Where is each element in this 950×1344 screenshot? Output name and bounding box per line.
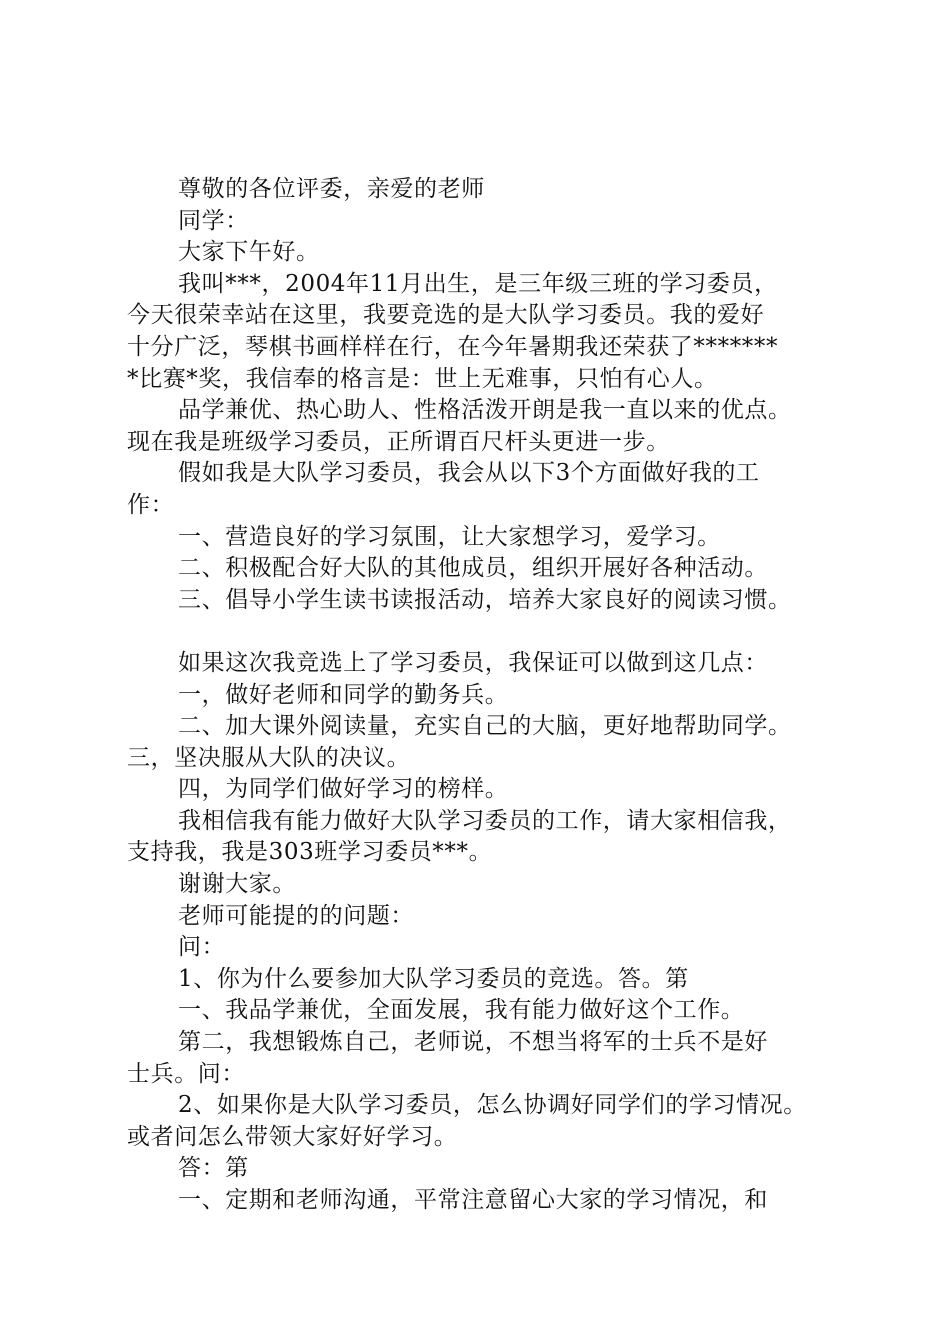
answer-line: 第二，我想锻炼自己，老师说，不想当将军的士兵不是好	[178, 1029, 768, 1056]
list-item: 三，坚决服从大队的决议。	[127, 744, 411, 771]
speech-text	[127, 174, 855, 1217]
paragraph-line: 我相信我有能力做好大队学习委员的工作，请大家相信我，	[178, 807, 792, 834]
answer-line: 士兵。问：	[127, 1060, 245, 1087]
list-item: 二、加大课外阅读量，充实自己的大脑，更好地帮助同学。	[178, 713, 792, 740]
salutation-line-2: 同学：	[178, 207, 249, 234]
answer-line: 一、我品学兼优，全面发展，我有能力做好这个工作。	[178, 997, 745, 1024]
paragraph-line: *比赛*奖，我信奉的格言是：世上无难事，只怕有心人。	[127, 365, 718, 392]
list-item: 三、倡导小学生读书读报活动，培养大家良好的阅读习惯。	[178, 586, 792, 613]
closing-line: 谢谢大家。	[178, 871, 296, 898]
salutation-line-1: 尊敬的各位评委，亲爱的老师	[178, 176, 485, 202]
question-line: 或者问怎么带领大家好好学习。	[127, 1123, 458, 1150]
paragraph-line: 作：	[127, 491, 175, 518]
paragraph-line: 品学兼优、热心助人、性格活泼开朗是我一直以来的优点。	[178, 397, 792, 424]
list-item: 四，为同学们做好学习的榜样。	[178, 776, 509, 803]
list-item: 二、积极配合好大队的其他成员，组织开展好各种活动。	[178, 555, 768, 582]
answer-line: 一、定期和老师沟通，平常注意留心大家的学习情况，和	[178, 1187, 768, 1213]
section-heading: 老师可能提的的问题：	[178, 902, 414, 929]
paragraph-line: 假如我是大队学习委员，我会从以下3个方面做好我的工	[178, 460, 760, 487]
blank-line	[127, 616, 855, 648]
paragraph-line: 今天很荣幸站在这里，我要竞选的是大队学习委员。我的爱好	[127, 302, 765, 329]
question-label: 问：	[178, 934, 226, 961]
greeting-line: 大家下午好。	[178, 239, 320, 266]
paragraph-line: 支持我，我是303班学习委员***。	[127, 839, 493, 866]
list-item: 一、营造良好的学习氛围，让大家想学习，爱学习。	[178, 523, 721, 550]
question-line: 1、你为什么要参加大队学习委员的竞选。答。第	[178, 965, 689, 992]
paragraph-line: 十分广泛，琴棋书画样样在行，在今年暑期我还荣获了*******	[127, 333, 779, 360]
list-item: 一，做好老师和同学的勤务兵。	[178, 681, 509, 708]
answer-label: 答：第	[178, 1155, 249, 1182]
paragraph-line: 我叫***，2004年11月出生，是三年级三班的学习委员，	[178, 270, 778, 297]
question-line: 2、如果你是大队学习委员，怎么协调好同学们的学习情况。	[178, 1092, 807, 1119]
paragraph-line: 现在我是班级学习委员，正所谓百尺杆头更进一步。	[127, 428, 670, 455]
paragraph-line: 如果这次我竞选上了学习委员，我保证可以做到这几点：	[178, 649, 768, 676]
